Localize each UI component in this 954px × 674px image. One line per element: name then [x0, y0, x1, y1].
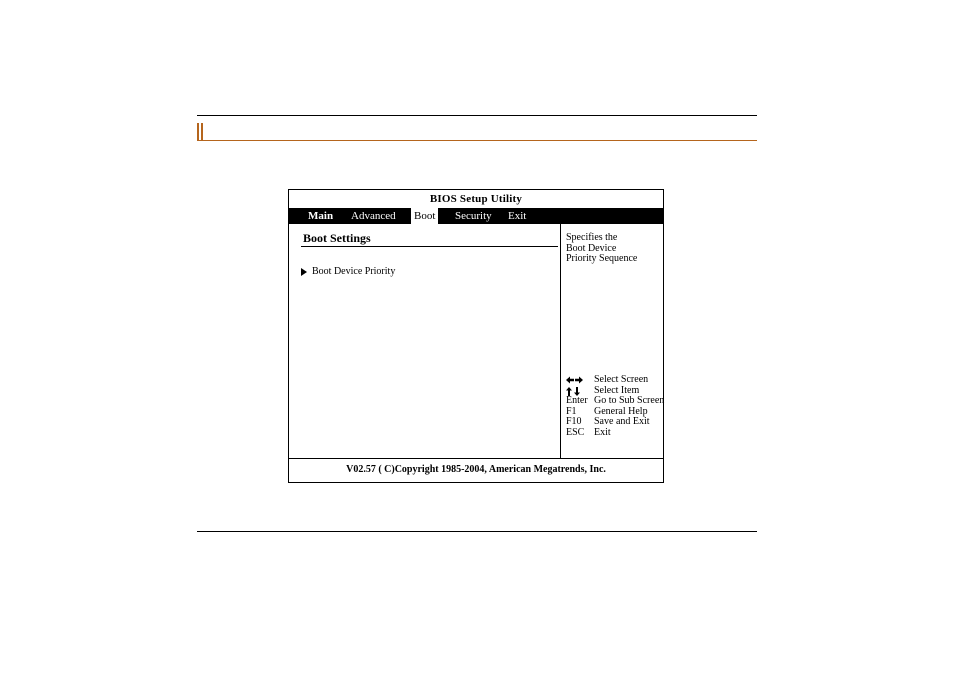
page-top-rule [197, 115, 757, 116]
help-line: Priority Sequence [566, 253, 638, 264]
boot-device-priority-item[interactable] [301, 266, 395, 277]
copyright-footer: V02.57 ( C)Copyright 1985-2004, American Megatrends, Inc. [289, 458, 663, 482]
help-line: Boot Device [566, 242, 617, 254]
bios-menubar [289, 208, 663, 224]
key-name: F10 [566, 416, 582, 428]
tab-boot[interactable]: Boot [411, 208, 438, 224]
tab-security[interactable]: Security [455, 210, 492, 222]
section-header-bar [197, 123, 757, 141]
key-description: Save and Exit [594, 416, 650, 428]
key-description: Go to Sub Screen [594, 395, 665, 407]
key-description: General Help [594, 405, 648, 417]
tab-advanced[interactable]: Advanced [351, 210, 396, 222]
section-marker [201, 123, 203, 141]
submenu-triangle-icon [301, 268, 307, 276]
help-line: Specifies the [566, 232, 618, 243]
help-text [566, 233, 637, 265]
key-name: F1 [566, 405, 577, 417]
section-underline [197, 140, 757, 141]
tab-exit[interactable]: Exit [508, 210, 527, 222]
key-description: Exit [594, 426, 611, 438]
key-description: Select Item [594, 384, 640, 396]
key-name: Enter [566, 395, 588, 407]
page-bottom-rule [197, 531, 757, 532]
section-marker [197, 123, 199, 141]
pane-heading: Boot Settings [303, 231, 371, 245]
settings-pane [289, 224, 561, 458]
key-description: Select Screen [594, 374, 649, 385]
bios-setup-window [288, 189, 664, 483]
help-pane [561, 224, 663, 458]
bios-title: BIOS Setup Utility [429, 193, 523, 205]
heading-divider [301, 246, 558, 247]
tab-main[interactable]: Main [308, 210, 334, 222]
key-name: ESC [566, 426, 585, 438]
submenu-item-label: Boot Device Priority [312, 266, 396, 277]
